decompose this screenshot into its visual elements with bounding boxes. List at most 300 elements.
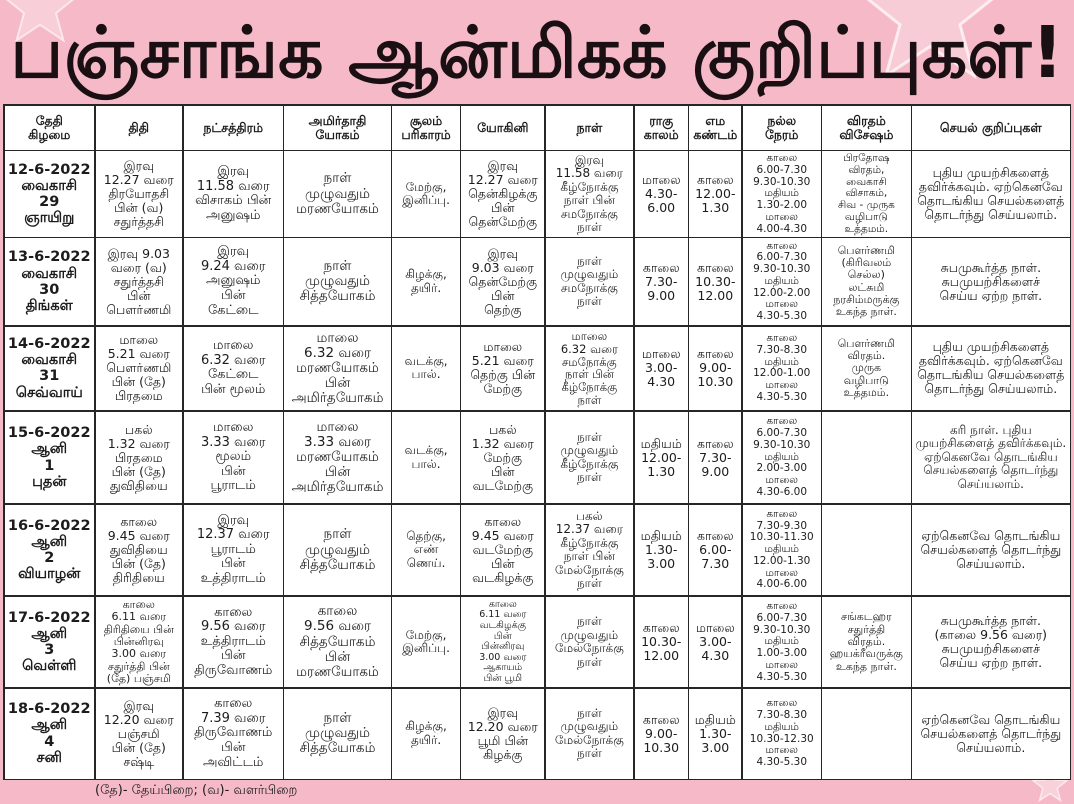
cell-line: 7.30 [701, 556, 730, 572]
cell-line: 12.00- [695, 186, 736, 202]
cell-yogini-box [461, 505, 544, 596]
cell-naal [546, 505, 634, 596]
cell-nakshatram [184, 327, 283, 411]
cell-yogini-box [461, 238, 544, 325]
cell-line: மாலை [316, 329, 359, 346]
header-label-line: நட்சத்திரம் [203, 119, 264, 135]
cell-ema-kandam-text [695, 261, 735, 303]
column-header-raagu-kaalam-text [644, 114, 679, 142]
cell-line: மேல்நோக்கு [554, 641, 624, 656]
cell-line: உகந்த நாள். [835, 659, 897, 673]
cell-line: வைகாசி [21, 265, 78, 282]
cell-line: முழுவதும் [560, 627, 619, 642]
cell-line: இரவு [217, 164, 250, 180]
cell-line: தொடங்கிய செயல்களைத் [917, 193, 1065, 209]
cell-line: இனிப்பு. [402, 193, 450, 208]
cell-line: பின் (தே) [111, 739, 166, 755]
cell-line: வியாழன் [18, 566, 81, 583]
cell-tithi-box [96, 597, 183, 688]
cell-tithi-text [104, 599, 174, 685]
cell-line: விரதம். [847, 634, 886, 648]
cell-naal-box [546, 597, 634, 688]
cell-line: நாள் பின் [563, 193, 615, 208]
cell-tithi-box [96, 412, 183, 504]
cell-ema-kandam-box [689, 238, 741, 325]
cell-naal-box [546, 327, 634, 411]
cell-line: இனிப்பு. [402, 641, 450, 656]
cell-nakshatram-box [184, 505, 283, 596]
cell-line: உத்திராடம் [200, 633, 266, 649]
cell-line: 4.30-6.00 [756, 485, 808, 498]
cell-line: தவிர்க்கவும். ஏற்கெனவே [918, 353, 1063, 369]
cell-line: மதியம் [640, 528, 682, 544]
cell-tithi-text [108, 423, 170, 493]
cell-line: 6.00-7.30 [756, 611, 808, 624]
column-header-amirthathi-yogam-box [284, 106, 390, 150]
cell-line: பால். [411, 367, 441, 382]
cell-viratham-viseshan-text [833, 245, 899, 319]
cell-amirthathi-yogam-text [300, 259, 376, 304]
cell-line: 3.00 வரை [111, 647, 167, 661]
cell-nalla-neram-text [750, 509, 814, 591]
cell-ema-kandam [689, 238, 741, 325]
cell-naal-text [555, 707, 624, 761]
cell-line: வழிபாடு [844, 210, 888, 223]
cell-line: மாலை [119, 332, 159, 348]
cell-line: ஆனி [31, 625, 68, 642]
page-title [2, 0, 1072, 104]
cell-naal-text [561, 255, 619, 309]
cell-soolam-parikaram [392, 689, 460, 779]
cell-line: வடமேற்கு [472, 542, 533, 558]
cell-line: சதுர்த்தி பின் [107, 659, 170, 673]
cell-nakshatram [184, 151, 283, 237]
cell-line: 12.27 வரை [103, 172, 174, 188]
column-header-naal [546, 106, 634, 150]
cell-amirthathi-yogam-box [284, 238, 390, 325]
cell-line: 4.00-6.00 [756, 578, 808, 591]
cell-amirthathi-yogam [284, 597, 390, 688]
cell-nalla-neram-box [743, 412, 821, 504]
cell-line: ஆனி [31, 717, 68, 734]
cell-naal-box [546, 151, 634, 237]
cell-line: இரவு [574, 152, 605, 167]
column-header-nakshatram [184, 106, 283, 150]
cell-date-box [5, 689, 95, 779]
cell-seyal-kurippugal [912, 238, 1069, 325]
cell-ema-kandam-text [697, 347, 734, 389]
cell-line: இரவு [217, 512, 250, 528]
cell-line: செயல்களைத் தொடர்ந்து [920, 542, 1062, 558]
cell-line: மரணயோகம் [296, 663, 379, 680]
cell-raagu-kaalam-box [635, 151, 688, 237]
cell-yogini [461, 505, 544, 596]
cell-line: சஷ்டி [123, 753, 155, 769]
cell-line: பின் [491, 200, 515, 216]
cell-line: வடகிழக்கு [479, 619, 527, 631]
cell-nalla-neram [743, 238, 821, 325]
cell-viratham-viseshan [822, 597, 911, 688]
column-header-raagu-kaalam-box [635, 106, 688, 150]
cell-yogini-box [461, 689, 544, 779]
column-header-viratham-viseshan-text [839, 114, 893, 142]
cell-amirthathi-yogam [284, 505, 390, 596]
cell-line: முழுவதும் [305, 273, 370, 290]
cell-raagu-kaalam [635, 689, 688, 779]
cell-seyal-kurippugal [912, 412, 1069, 504]
column-header-seyal-kurippugal-text [940, 121, 1042, 135]
cell-nakshatram-box [184, 597, 283, 688]
column-header-seyal-kurippugal [912, 106, 1069, 150]
cell-line: பின் [220, 739, 246, 755]
cell-line: மரணயோகம் [296, 448, 379, 465]
cell-line: 4 [44, 733, 55, 750]
cell-amirthathi-yogam-box [284, 327, 390, 411]
column-header-yogini-text [477, 121, 528, 135]
column-header-raagu-kaalam [635, 106, 688, 150]
cell-soolam-parikaram [392, 327, 460, 411]
cell-raagu-kaalam-text [642, 347, 681, 389]
cell-seyal-kurippugal-box [912, 505, 1069, 596]
cell-nalla-neram-box [743, 238, 821, 325]
cell-line: 18-6-2022 [7, 701, 91, 718]
cell-tithi-box [96, 327, 183, 411]
cell-yogini [461, 412, 544, 504]
cell-line: பகல் [124, 421, 153, 437]
cell-line: 1.00-3.00 [756, 647, 808, 659]
cell-line: 7.39 வரை [200, 710, 266, 726]
cell-line: நாள் பின் [564, 367, 614, 382]
cell-seyal-kurippugal [912, 597, 1069, 688]
header-label-line: ராகு [649, 112, 674, 128]
cell-viratham-viseshan [822, 327, 911, 411]
cell-line: காலை [642, 711, 680, 727]
cell-line: 12.00-1.30 [753, 554, 811, 567]
cell-naal [546, 412, 634, 504]
cell-line: 6.32 வரை [200, 352, 266, 368]
cell-line: காலை [766, 507, 798, 520]
cell-line: 1.30-2.00 [756, 199, 808, 211]
cell-tithi [96, 505, 183, 596]
cell-line: 6.11 வரை [479, 609, 527, 621]
cell-date-box [5, 327, 95, 411]
cell-tithi-text [106, 333, 171, 403]
header-label-line: திதி [128, 119, 150, 135]
cell-raagu-kaalam-box [635, 327, 688, 411]
cell-line: காலை [696, 435, 734, 451]
cell-line: கிழக்கு [483, 746, 523, 762]
cell-raagu-kaalam [635, 505, 688, 596]
cell-seyal-kurippugal-box [912, 327, 1069, 411]
cell-line: பின் [220, 288, 246, 304]
cell-line: முருக [851, 361, 882, 375]
cell-line: செய்யலாம். [957, 476, 1024, 491]
cell-line: நாள் [323, 170, 352, 187]
cell-line: கீழ்நோக்கு [560, 456, 619, 471]
cell-line: முழுவதும் [560, 267, 619, 282]
cell-line: பின் [491, 463, 515, 479]
cell-line: பௌர்ணமி [106, 301, 172, 317]
cell-line: 9.30-10.30 [753, 263, 811, 276]
cell-line: வைகாசி [846, 175, 887, 188]
cell-yogini-text [468, 706, 538, 762]
cell-raagu-kaalam-text [641, 529, 682, 571]
cell-nakshatram-box [184, 238, 283, 325]
cell-yogini-box [461, 151, 544, 237]
cell-line: திரிதியை பின் [103, 622, 174, 636]
cell-line: 1.30 [647, 463, 676, 479]
cell-line: 12.00-2.00 [753, 286, 811, 299]
cell-line: காலை [214, 696, 253, 712]
cell-amirthathi-yogam [284, 238, 390, 325]
cell-line: இரவு [487, 158, 519, 174]
cell-soolam-parikaram-box [392, 689, 460, 779]
cell-date-box [5, 151, 95, 237]
cell-line: 12.00 [643, 648, 680, 664]
cell-tithi [96, 327, 183, 411]
cell-line: காலை [696, 259, 734, 275]
cell-line: இரவு [123, 158, 155, 174]
cell-line: 1.30- [645, 542, 678, 558]
cell-nakshatram [184, 238, 283, 325]
cell-line: ஆனி [31, 441, 68, 458]
column-header-naal-text [576, 121, 602, 135]
cell-line: சங்கடஹர [841, 610, 892, 624]
cell-raagu-kaalam-box [635, 505, 688, 596]
cell-line: மதியம் [764, 720, 799, 733]
cell-date [5, 597, 95, 688]
cell-line: காலை [120, 514, 158, 530]
cell-yogini [461, 151, 544, 237]
cell-line: சதுர்த்தசி [113, 214, 164, 230]
cell-soolam-parikaram-text [405, 268, 447, 295]
cell-line: கீழ்நோக்கு [560, 179, 619, 194]
cell-tithi-box [96, 238, 183, 325]
cell-line: 29 [39, 194, 60, 211]
cell-line: 1.30 [701, 200, 730, 216]
column-header-nalla-neram-text [765, 114, 798, 142]
cell-line: மாலை [641, 172, 681, 188]
cell-line: மாலை [571, 328, 608, 343]
cell-soolam-parikaram [392, 505, 460, 596]
cell-line: பின் [220, 648, 246, 664]
cell-yogini-box [461, 412, 544, 504]
cell-line: பின் [493, 630, 512, 642]
cell-line: 12.20 வரை [103, 711, 174, 727]
cell-line: 6.00- [699, 542, 732, 558]
cell-naal-box [546, 505, 634, 596]
cell-seyal-kurippugal-box [912, 597, 1069, 688]
cell-soolam-parikaram [392, 412, 460, 504]
cell-line: பஞ்சமி [117, 725, 160, 741]
cell-line: விரதம், [848, 163, 885, 176]
cell-nakshatram [184, 505, 283, 596]
cell-viratham-viseshan-box [822, 505, 911, 596]
cell-line: 6.00-7.30 [756, 427, 808, 440]
cell-line: செயல்களைத் தொடர்ந்து [923, 463, 1059, 478]
cell-viratham-viseshan [822, 238, 911, 325]
cell-line: சித்தயோகம் [299, 633, 376, 650]
cell-nakshatram [184, 689, 283, 779]
cell-seyal-kurippugal-box [912, 689, 1069, 779]
cell-nakshatram [184, 597, 283, 688]
cell-line: தெற்கு [484, 301, 522, 317]
cell-ema-kandam-box [689, 505, 741, 596]
cell-line: பின் (தே) [111, 374, 166, 390]
cell-soolam-parikaram-text [402, 629, 450, 656]
cell-line: 3.33 வரை [303, 433, 372, 450]
cell-naal-box [546, 689, 634, 779]
cell-line: செய்ய ஏற்ற நாள். [939, 655, 1043, 671]
cell-nalla-neram-text [753, 601, 810, 683]
cell-nalla-neram [743, 151, 821, 237]
cell-line: விரதம். [847, 348, 886, 362]
cell-tithi-text [106, 247, 171, 317]
cell-seyal-kurippugal-text [920, 713, 1061, 755]
cell-line: தொடங்கிய செயல்களைத் [917, 367, 1065, 383]
cell-seyal-kurippugal-text [917, 166, 1064, 222]
header-label-line: நாள் [576, 119, 603, 135]
cell-amirthathi-yogam [284, 412, 390, 504]
column-header-date-box [5, 106, 95, 150]
cell-line: பூராடம் [210, 478, 256, 494]
column-header-nalla-neram-box [743, 106, 821, 150]
cell-line: செல்ல) [847, 268, 885, 282]
column-header-ema-kandam [689, 106, 741, 150]
cell-line: 12-6-2022 [7, 161, 91, 178]
cell-line: காலை [766, 600, 798, 612]
cell-line: சுபமுகூர்த்த நாள். [940, 613, 1042, 629]
cell-nakshatram-text [194, 606, 272, 679]
cell-line: ஏற்கெனவே தொடங்கிய [924, 449, 1058, 464]
cell-line: செய்யலாம். [956, 556, 1026, 572]
cell-date [5, 689, 95, 779]
cell-ema-kandam-box [689, 151, 741, 237]
cell-ema-kandam-text [695, 173, 735, 215]
cell-soolam-parikaram-text [404, 355, 447, 382]
cell-line: வடக்கு, [404, 353, 448, 368]
cell-line: 17-6-2022 [7, 609, 91, 626]
cell-seyal-kurippugal-text [940, 261, 1043, 303]
cell-line: 1.30- [699, 725, 732, 741]
cell-yogini-text [472, 515, 534, 585]
cell-line: வைகாசி [21, 352, 78, 369]
cell-amirthathi-yogam-box [284, 689, 390, 779]
cell-line: பின் [220, 463, 246, 479]
cell-soolam-parikaram-box [392, 238, 460, 325]
cell-line: அனுஷம் [205, 273, 261, 289]
column-header-ema-kandam-box [689, 106, 741, 150]
cell-viratham-viseshan-box [822, 689, 911, 779]
cell-tithi [96, 597, 183, 688]
cell-line: மாலை [213, 338, 254, 354]
column-header-yogini-box [461, 106, 544, 150]
cell-line: பகல் [488, 421, 517, 437]
cell-line: சித்தயோகம் [299, 288, 376, 305]
cell-line: இரவு [123, 697, 155, 713]
cell-line: திரயோதசி [108, 186, 170, 202]
cell-line: திரிதியை [112, 570, 165, 586]
cell-line: ஏற்கெனவே தொடங்கிய [921, 711, 1061, 727]
cell-amirthathi-yogam-text [300, 527, 376, 572]
cell-naal-text [560, 431, 618, 485]
cell-tithi [96, 238, 183, 325]
cell-line: பின் [491, 287, 515, 303]
column-header-soolam-parikaram-text [401, 114, 450, 142]
cell-line: காலை [214, 604, 253, 620]
column-header-nakshatram-text [203, 121, 263, 135]
cell-line: மேற்கு [483, 381, 523, 397]
cell-date-box [5, 505, 95, 596]
cell-soolam-parikaram-box [392, 327, 460, 411]
cell-ema-kandam [689, 412, 741, 504]
cell-line: 9.30-10.30 [753, 438, 811, 451]
cell-line: அமிர்தயோகம் [291, 390, 384, 407]
cell-line: 10.30 [643, 739, 680, 755]
cell-raagu-kaalam [635, 412, 688, 504]
cell-line: 12.00-1.00 [753, 367, 811, 380]
cell-line: 14-6-2022 [7, 335, 91, 352]
cell-raagu-kaalam-text [641, 437, 682, 479]
cell-line: 7.30- [645, 273, 678, 289]
cell-line: செய்யலாம். [956, 739, 1026, 755]
cell-line: பௌர்ணமி [837, 243, 895, 257]
cell-line: எண் [413, 542, 439, 557]
cell-line: காலை [484, 514, 522, 530]
cell-line: விசாகம், [845, 187, 888, 200]
cell-line: காலை [766, 697, 798, 710]
cell-nalla-neram-text [750, 698, 814, 769]
cell-amirthathi-yogam-box [284, 412, 390, 504]
cell-line: 7.30-8.30 [756, 709, 808, 722]
cell-line: நாள் [576, 705, 602, 720]
cell-line: சுபமுயற்சிகளைச் [941, 273, 1040, 289]
cell-line: 6.32 வரை [303, 344, 372, 361]
cell-line: பின் பூமி [483, 673, 522, 684]
cell-line: பிரதமை [114, 388, 163, 404]
cell-line: பின் (தே) [111, 556, 166, 572]
cell-tithi-box [96, 689, 183, 779]
cell-line: ஏற்கெனவே தொடங்கிய [921, 528, 1061, 544]
cell-line: துவிதியை [109, 542, 168, 558]
cell-line: பின் [324, 648, 351, 665]
cell-line: பகல் [576, 508, 603, 523]
cell-yogini-text [468, 159, 538, 229]
cell-viratham-viseshan [822, 151, 911, 237]
cell-line: 4.30- [645, 186, 678, 202]
cell-line: மாலை [765, 379, 799, 392]
cell-amirthathi-yogam-box [284, 505, 390, 596]
cell-line: 3.00- [699, 634, 732, 650]
cell-seyal-kurippugal-box [912, 238, 1069, 325]
cell-nalla-neram-box [743, 151, 821, 237]
cell-line: புதன் [32, 473, 67, 490]
column-header-tithi-box [96, 106, 183, 150]
cell-ema-kandam [689, 689, 741, 779]
cell-line: 12.20 வரை [467, 718, 538, 734]
cell-naal-text [561, 330, 618, 407]
cell-raagu-kaalam-box [635, 689, 688, 779]
cell-line: 31 [39, 368, 60, 385]
cell-soolam-parikaram-box [392, 412, 460, 504]
cell-naal [546, 597, 634, 688]
cell-line: 10.30- [695, 273, 736, 289]
cell-line: 12.27 வரை [467, 172, 538, 188]
cell-line: தயிர். [410, 732, 442, 747]
cell-line: 4.30 [701, 648, 730, 664]
cell-line: மாலை [316, 418, 359, 435]
cell-date-text [8, 336, 91, 401]
